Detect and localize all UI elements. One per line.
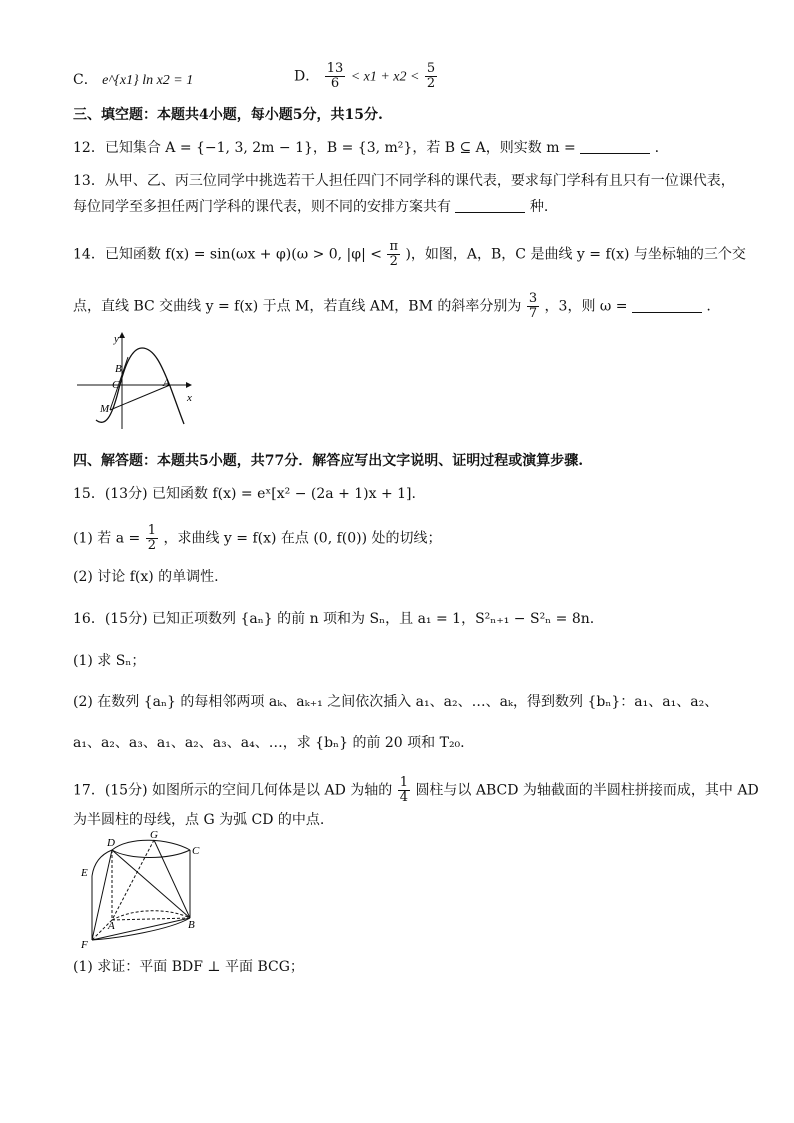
- question-13-line2: [73, 197, 548, 217]
- q13-end: 种.: [529, 199, 549, 215]
- q14-text-b: )，如图，A，B，C 是曲线 y = f(x) 与坐标轴的三个交: [405, 246, 746, 263]
- label-b2: B: [188, 919, 195, 931]
- label-a: A: [163, 377, 170, 389]
- question-16-part2-line2: a₁、a₂、a₃、a₁、a₂、a₃、a₄、…，求 {bₙ} 的前 20 项和 T₂₀.: [73, 735, 465, 751]
- answer-blank: [632, 298, 702, 313]
- label-c2: C: [192, 845, 200, 857]
- fraction: $\frac{3}{7}$: [528, 291, 538, 321]
- option-c: [73, 70, 193, 91]
- option-d-label: D．: [294, 68, 320, 85]
- line-fb: [92, 918, 190, 940]
- q12-text: 12．已知集合 A = {−1, 3, 2m − 1}，B = {3, m²}，若 B ⊆ A，则实数 m =: [73, 140, 576, 156]
- question-17-stem-line1: [73, 776, 759, 805]
- q12-end: .: [654, 140, 660, 156]
- q14-text-a: 14．已知函数 f(x) = sin(ωx + φ)(ω > 0, |φ| <: [73, 246, 382, 263]
- label-g: G: [150, 829, 158, 841]
- arc-dc-back: [112, 850, 190, 858]
- section4-heading: 四、解答题：本题共5小题，共77分．解答应写出文字说明、证明过程或演算步骤.: [73, 453, 584, 469]
- label-y: y: [114, 333, 119, 345]
- question-16-part2-line1: (2) 在数列 {aₙ} 的每相邻两项 aₖ、aₖ₊₁ 之间依次插入 a₁、a₂、…、aₖ，得到数列 {bₙ}：a₁、a₁、a₂、: [73, 694, 719, 710]
- label-m: M: [100, 403, 110, 415]
- question-17-part1: (1) 求证：平面 BDF ⊥ 平面 BCG；: [73, 959, 304, 975]
- label-b: B: [115, 363, 122, 375]
- question-14-line1: [73, 240, 746, 269]
- q14-text-c: 点，直线 BC 交曲线 y = f(x) 于点 M，若直线 AM，BM 的斜率分别为: [73, 298, 522, 315]
- option-d: [294, 62, 438, 91]
- x-axis-arrow: [186, 382, 192, 388]
- sine-curve: [96, 348, 184, 424]
- q15-p1-text-a: (1) 若 a =: [73, 530, 141, 547]
- y-axis-arrow: [119, 332, 125, 338]
- question-17-stem-line2: 为半圆柱的母线，点 G 为弧 CD 的中点.: [73, 812, 325, 828]
- question-14-line2: [73, 292, 711, 321]
- answer-blank: [455, 198, 525, 213]
- fraction: $\frac{1}{2}$: [147, 523, 156, 553]
- question-13-line1: 13．从甲、乙、丙三位同学中挑选若干人担任四门不同学科的课代表，要求每门学科有且只有一位课代表，: [73, 173, 735, 189]
- question-15-part1: [73, 524, 442, 553]
- q15-p1-text-b: ，求曲线 y = f(x) 在点 (0, f(0)) 处的切线；: [163, 530, 442, 547]
- question-15-stem: 15．(13分) 已知函数 f(x) = eˣ[x² − (2a + 1)x + 1].: [73, 486, 416, 502]
- question-15-part2: (2) 讨论 f(x) 的单调性.: [73, 569, 219, 585]
- label-e: E: [81, 867, 88, 879]
- q13-text: 每位同学至多担任两门学科的课代表，则不同的安排方案共有: [73, 199, 451, 215]
- fraction: $\frac{1}{4}$: [399, 775, 408, 805]
- option-c-label: C．: [73, 72, 98, 88]
- option-d-expr: < x1 + x2 <: [350, 69, 420, 85]
- q17-text-b: 圆柱与以 ABCD 为轴截面的半圆柱拼接而成，其中 AD: [415, 782, 759, 799]
- line-ga: [112, 840, 154, 920]
- fraction: $\frac{\pi}{2}$: [389, 239, 398, 269]
- answer-blank: [580, 139, 650, 154]
- line-db: [112, 850, 190, 918]
- line-ab: [112, 918, 190, 920]
- line-gb: [154, 840, 190, 918]
- question-16-part1: (1) 求 Sₙ；: [73, 653, 146, 669]
- fraction: $\frac{5}{2}$: [426, 61, 436, 91]
- label-d: D: [107, 837, 115, 849]
- q14-text-d: ，3，则 ω =: [544, 298, 628, 315]
- option-c-expr: e^{x1} ln x2 = 1: [102, 73, 194, 88]
- sine-graph-figure: [74, 324, 204, 434]
- question-12: [73, 138, 659, 158]
- q17-text-a: 17．(15分) 如图所示的空间几何体是以 AD 为轴的: [73, 782, 393, 799]
- label-x: x: [187, 392, 192, 404]
- solid-geometry-figure: [74, 828, 204, 952]
- label-f: F: [81, 939, 88, 951]
- fraction: $\frac{13}{6}$: [326, 61, 344, 91]
- q14-end: .: [706, 298, 711, 315]
- section3-heading: 三、填空题：本题共4小题，每小题5分，共15分.: [73, 107, 383, 123]
- label-a2: A: [108, 920, 115, 932]
- label-c: C: [112, 379, 120, 391]
- question-16-stem: 16．(15分) 已知正项数列 {aₙ} 的前 n 项和为 Sₙ，且 a₁ = 1，S²ₙ₊₁ − S²ₙ = 8n.: [73, 611, 595, 627]
